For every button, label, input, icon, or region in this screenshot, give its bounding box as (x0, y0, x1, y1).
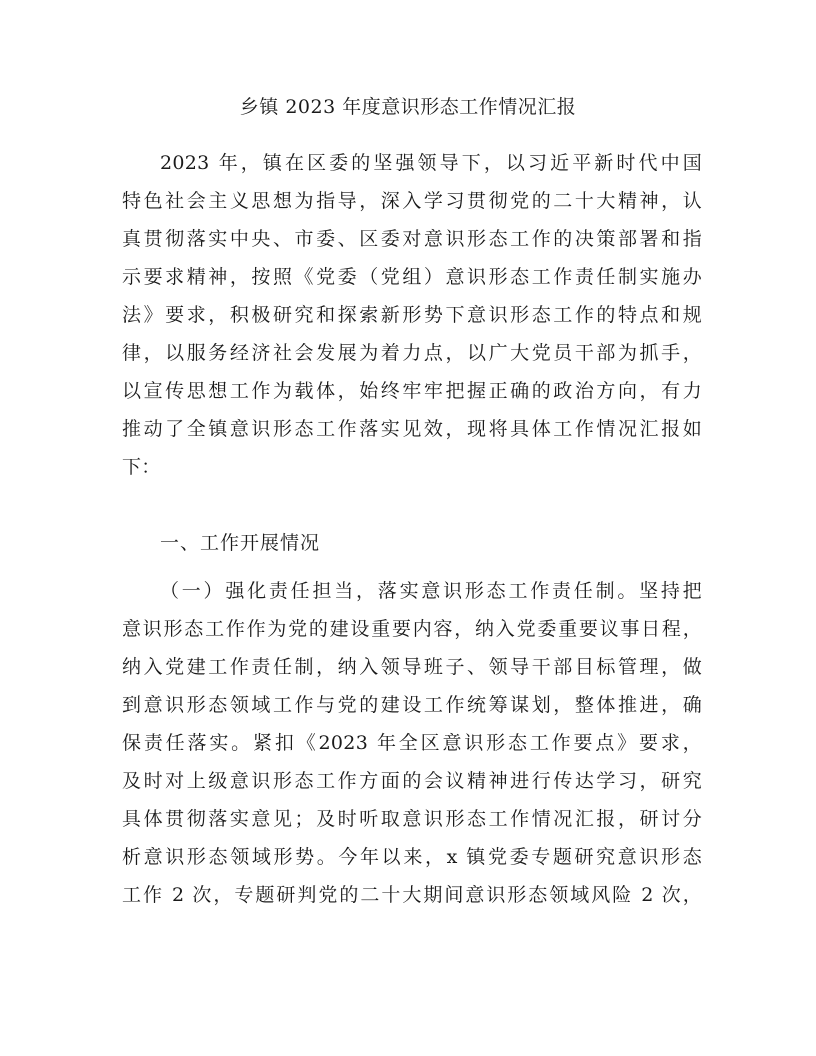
intro-line-2: 特色社会主义思想为指导，深入学习贯彻党的二十大精神，认 (122, 190, 702, 212)
intro-line-4: 示要求精神，按照《党委（党组）意识形态工作责任制实施办 (122, 266, 702, 288)
intro-line-9: 下： (122, 456, 161, 478)
section1-line-9: 工作 2 次，专题研判党的二十大期间意识形态领域风险 2 次， (122, 884, 702, 906)
intro-line-5: 法》要求，积极研究和探索新形势下意识形态工作的特点和规 (122, 304, 702, 326)
section1-line-3: 纳入党建工作责任制，纳入领导班子、领导干部目标管理，做 (122, 656, 702, 678)
section1-line-7: 具体贯彻落实意见；及时听取意识形态工作情况汇报，研讨分 (122, 808, 702, 830)
intro-line-6: 律，以服务经济社会发展为着力点，以广大党员干部为抓手， (122, 342, 702, 364)
intro-line-1: 2023 年，镇在区委的坚强领导下，以习近平新时代中国 (160, 152, 702, 174)
intro-line-8: 推动了全镇意识形态工作落实见效，现将具体工作情况汇报如 (122, 418, 702, 440)
intro-line-7: 以宣传思想工作为载体，始终牢牢把握正确的政治方向，有力 (122, 380, 702, 402)
section-heading: 一、工作开展情况 (160, 532, 321, 554)
section1-line-8: 析意识形态领域形势。今年以来，x 镇党委专题研究意识形态 (122, 846, 702, 868)
section1-line-1: （一）强化责任担当，落实意识形态工作责任制。坚持把 (160, 580, 702, 602)
document-title: 乡镇 2023 年度意识形态工作情况汇报 (239, 96, 577, 118)
section1-line-6: 及时对上级意识形态工作方面的会议精神进行传达学习，研究 (122, 770, 702, 792)
section1-line-2: 意识形态工作作为党的建设重要内容，纳入党委重要议事日程， (122, 618, 702, 640)
section1-line-5: 保责任落实。紧扣《2023 年全区意识形态工作要点》要求， (122, 732, 702, 754)
section1-line-4: 到意识形态领域工作与党的建设工作统筹谋划，整体推进，确 (122, 694, 702, 716)
intro-line-3: 真贯彻落实中央、市委、区委对意识形态工作的决策部署和指 (122, 228, 702, 250)
